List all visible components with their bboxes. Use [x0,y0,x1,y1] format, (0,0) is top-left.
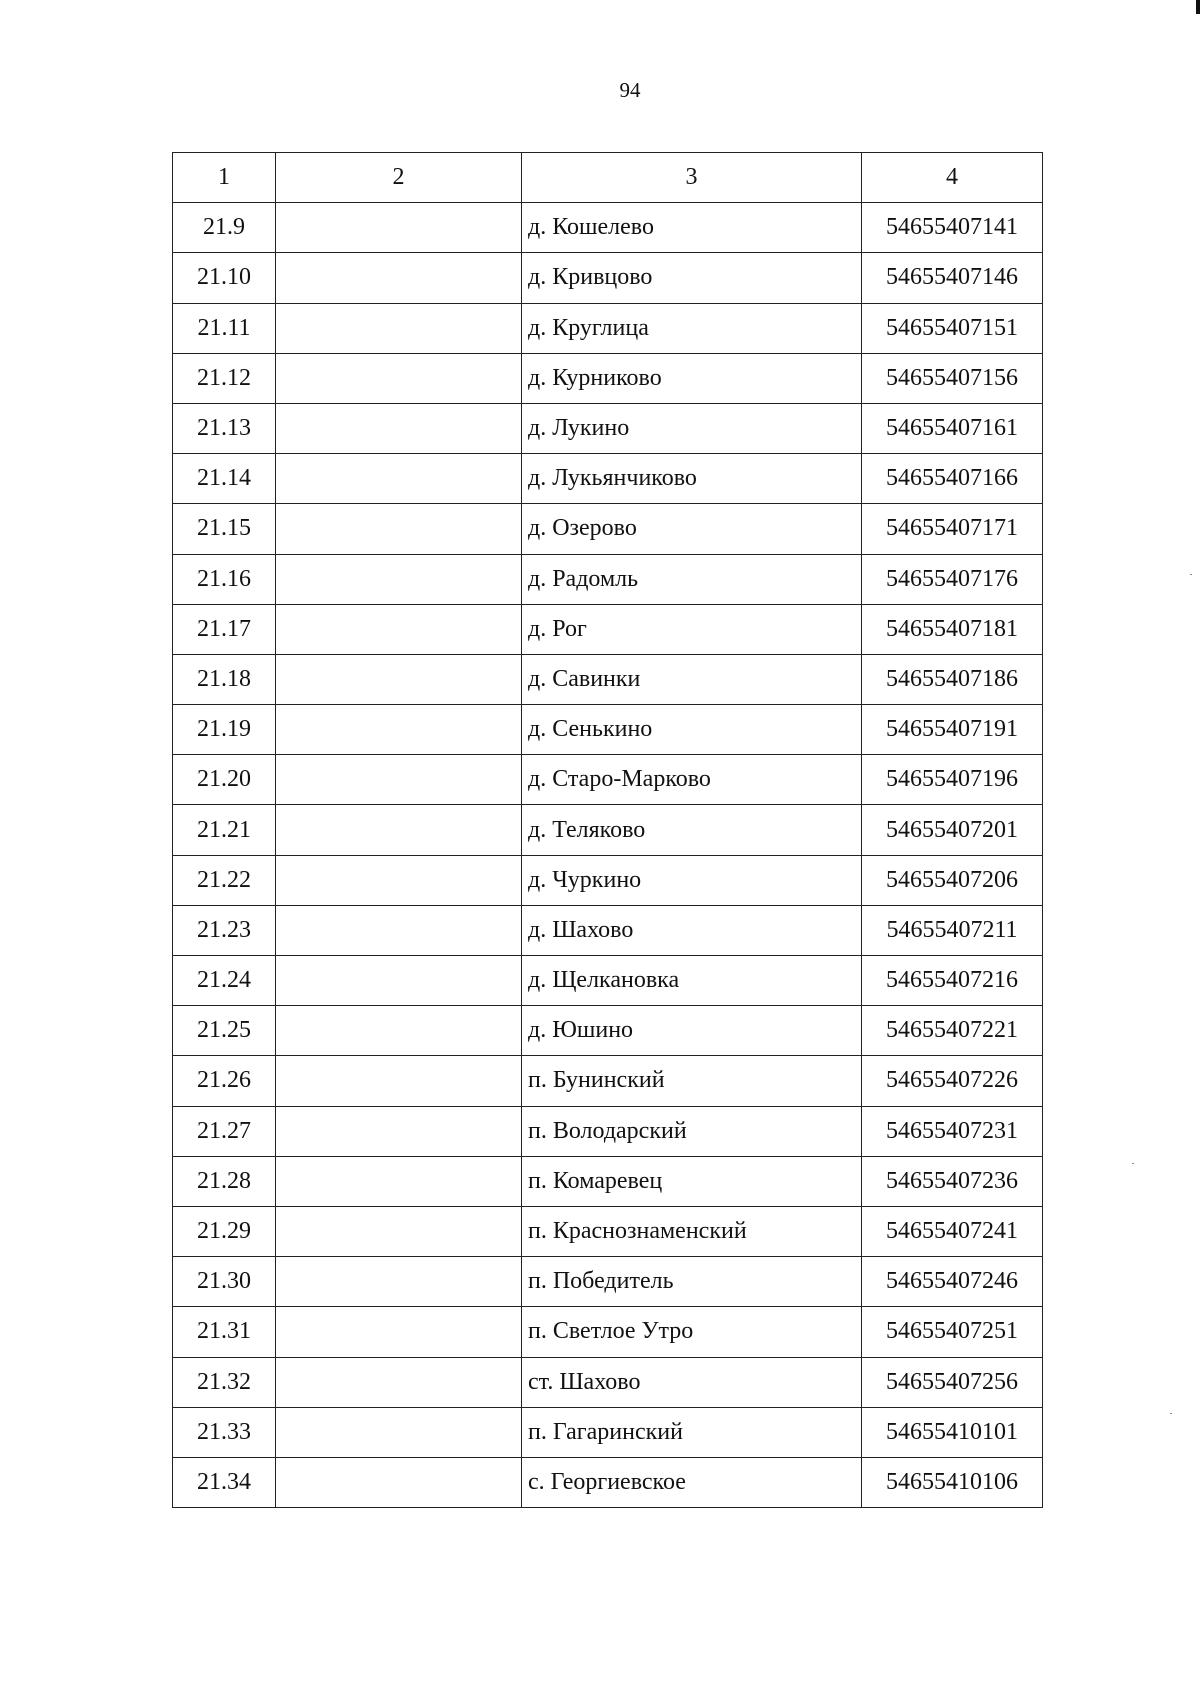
settlement-name-cell: д. Кошелево [522,203,862,253]
table-row [173,1407,1043,1457]
table-row [173,1106,1043,1156]
scan-edge-mark [1196,0,1200,14]
row-number-cell: 21.12 [173,353,276,403]
table-row [173,805,1043,855]
table-row [173,403,1043,453]
settlement-name-cell: д. Озерово [522,504,862,554]
row-col2-cell [276,1357,522,1407]
settlement-name-cell: д. Шахово [522,905,862,955]
oktmo-code-cell: 54655407236 [862,1156,1043,1206]
row-number-cell: 21.21 [173,805,276,855]
oktmo-code-cell: 54655407246 [862,1257,1043,1307]
row-col2-cell [276,454,522,504]
settlement-name-cell: д. Юшино [522,1006,862,1056]
row-col2-cell [276,353,522,403]
table-row [173,956,1043,1006]
row-number-cell: 21.22 [173,855,276,905]
settlement-name-cell: д. Кривцово [522,253,862,303]
row-col2-cell [276,1407,522,1457]
oktmo-code-cell: 54655407186 [862,654,1043,704]
table-row [173,1257,1043,1307]
row-number-cell: 21.15 [173,504,276,554]
row-col2-cell [276,504,522,554]
table-row [173,454,1043,504]
table-row [173,855,1043,905]
oktmo-code-cell: 54655407241 [862,1206,1043,1256]
row-number-cell: 21.19 [173,705,276,755]
row-number-cell: 21.34 [173,1457,276,1507]
settlement-name-cell: д. Старо-Марково [522,755,862,805]
oktmo-code-cell: 54655407171 [862,504,1043,554]
oktmo-code-cell: 54655407146 [862,253,1043,303]
row-number-cell: 21.29 [173,1206,276,1256]
row-number-cell: 21.9 [173,203,276,253]
row-number-cell: 21.16 [173,554,276,604]
header-col-1: 1 [173,153,276,203]
row-col2-cell [276,1307,522,1357]
settlement-name-cell: д. Рог [522,604,862,654]
table-row [173,1357,1043,1407]
row-col2-cell [276,1006,522,1056]
oktmo-code-cell: 54655407141 [862,203,1043,253]
row-number-cell: 21.32 [173,1357,276,1407]
row-number-cell: 21.20 [173,755,276,805]
oktmo-code-cell: 54655407176 [862,554,1043,604]
row-number-cell: 21.28 [173,1156,276,1206]
settlement-name-cell: д. Щелкановка [522,956,862,1006]
row-col2-cell [276,654,522,704]
settlement-name-cell: п. Победитель [522,1257,862,1307]
oktmo-code-cell: 54655407196 [862,755,1043,805]
settlement-name-cell: д. Круглица [522,303,862,353]
oktmo-code-cell: 54655407181 [862,604,1043,654]
scan-speck [1190,574,1192,575]
table-row [173,353,1043,403]
settlement-name-cell: д. Лукьянчиково [522,454,862,504]
row-col2-cell [276,1056,522,1106]
table-row [173,1307,1043,1357]
row-col2-cell [276,855,522,905]
settlement-name-cell: п. Володарский [522,1106,862,1156]
row-number-cell: 21.25 [173,1006,276,1056]
table-row [173,1056,1043,1106]
scan-speck [1132,1163,1134,1164]
oktmo-code-cell: 54655407191 [862,705,1043,755]
row-col2-cell [276,1257,522,1307]
row-number-cell: 21.10 [173,253,276,303]
settlement-name-cell: д. Теляково [522,805,862,855]
row-col2-cell [276,905,522,955]
oktmo-code-cell: 54655407216 [862,956,1043,1006]
table-row [173,604,1043,654]
row-number-cell: 21.23 [173,905,276,955]
row-number-cell: 21.11 [173,303,276,353]
table-row [173,504,1043,554]
oktmo-code-cell: 54655407166 [862,454,1043,504]
table-row [173,203,1043,253]
oktmo-code-cell: 54655407251 [862,1307,1043,1357]
settlement-name-cell: п. Светлое Утро [522,1307,862,1357]
table-row [173,253,1043,303]
row-number-cell: 21.27 [173,1106,276,1156]
row-col2-cell [276,604,522,654]
row-col2-cell [276,1156,522,1206]
oktmo-code-cell: 54655407151 [862,303,1043,353]
oktmo-code-cell: 54655410101 [862,1407,1043,1457]
table-header-row [173,153,1043,203]
settlement-table [172,152,1043,1508]
row-col2-cell [276,956,522,1006]
table-row [173,1156,1043,1206]
row-col2-cell [276,1106,522,1156]
page-number: 94 [619,78,641,102]
row-col2-cell [276,253,522,303]
settlement-name-cell: д. Чуркино [522,855,862,905]
settlement-name-cell: ст. Шахово [522,1357,862,1407]
settlement-name-cell: п. Краснознаменский [522,1206,862,1256]
settlement-name-cell: д. Сенькино [522,705,862,755]
row-number-cell: 21.30 [173,1257,276,1307]
row-number-cell: 21.18 [173,654,276,704]
table-row [173,1006,1043,1056]
settlement-name-cell: д. Савинки [522,654,862,704]
row-col2-cell [276,705,522,755]
settlement-name-cell: с. Георгиевское [522,1457,862,1507]
row-col2-cell [276,1206,522,1256]
settlement-name-cell: п. Гагаринский [522,1407,862,1457]
row-number-cell: 21.26 [173,1056,276,1106]
row-number-cell: 21.33 [173,1407,276,1457]
table-row [173,554,1043,604]
table-row [173,303,1043,353]
row-col2-cell [276,203,522,253]
row-number-cell: 21.14 [173,454,276,504]
settlement-name-cell: д. Курниково [522,353,862,403]
header-col-3: 3 [522,153,862,203]
oktmo-code-cell: 54655407231 [862,1106,1043,1156]
scan-speck [1170,1413,1172,1414]
oktmo-code-cell: 54655407206 [862,855,1043,905]
row-col2-cell [276,1457,522,1507]
oktmo-code-cell: 54655407201 [862,805,1043,855]
row-col2-cell [276,403,522,453]
table-row [173,1206,1043,1256]
table-row [173,905,1043,955]
oktmo-code-cell: 54655410106 [862,1457,1043,1507]
table-body [173,203,1043,1508]
row-col2-cell [276,805,522,855]
header-col-4: 4 [862,153,1043,203]
oktmo-code-cell: 54655407226 [862,1056,1043,1106]
oktmo-code-cell: 54655407156 [862,353,1043,403]
oktmo-code-cell: 54655407256 [862,1357,1043,1407]
header-col-2: 2 [276,153,522,203]
settlement-name-cell: п. Бунинский [522,1056,862,1106]
table-row [173,755,1043,805]
settlement-name-cell: д. Лукино [522,403,862,453]
row-number-cell: 21.31 [173,1307,276,1357]
settlement-name-cell: п. Комаревец [522,1156,862,1206]
row-col2-cell [276,755,522,805]
oktmo-code-cell: 54655407161 [862,403,1043,453]
row-number-cell: 21.13 [173,403,276,453]
oktmo-code-cell: 54655407211 [862,905,1043,955]
row-number-cell: 21.24 [173,956,276,1006]
row-col2-cell [276,303,522,353]
settlement-name-cell: д. Радомль [522,554,862,604]
table-row [173,654,1043,704]
row-col2-cell [276,554,522,604]
oktmo-code-cell: 54655407221 [862,1006,1043,1056]
table-row [173,1457,1043,1507]
table-row [173,705,1043,755]
row-number-cell: 21.17 [173,604,276,654]
